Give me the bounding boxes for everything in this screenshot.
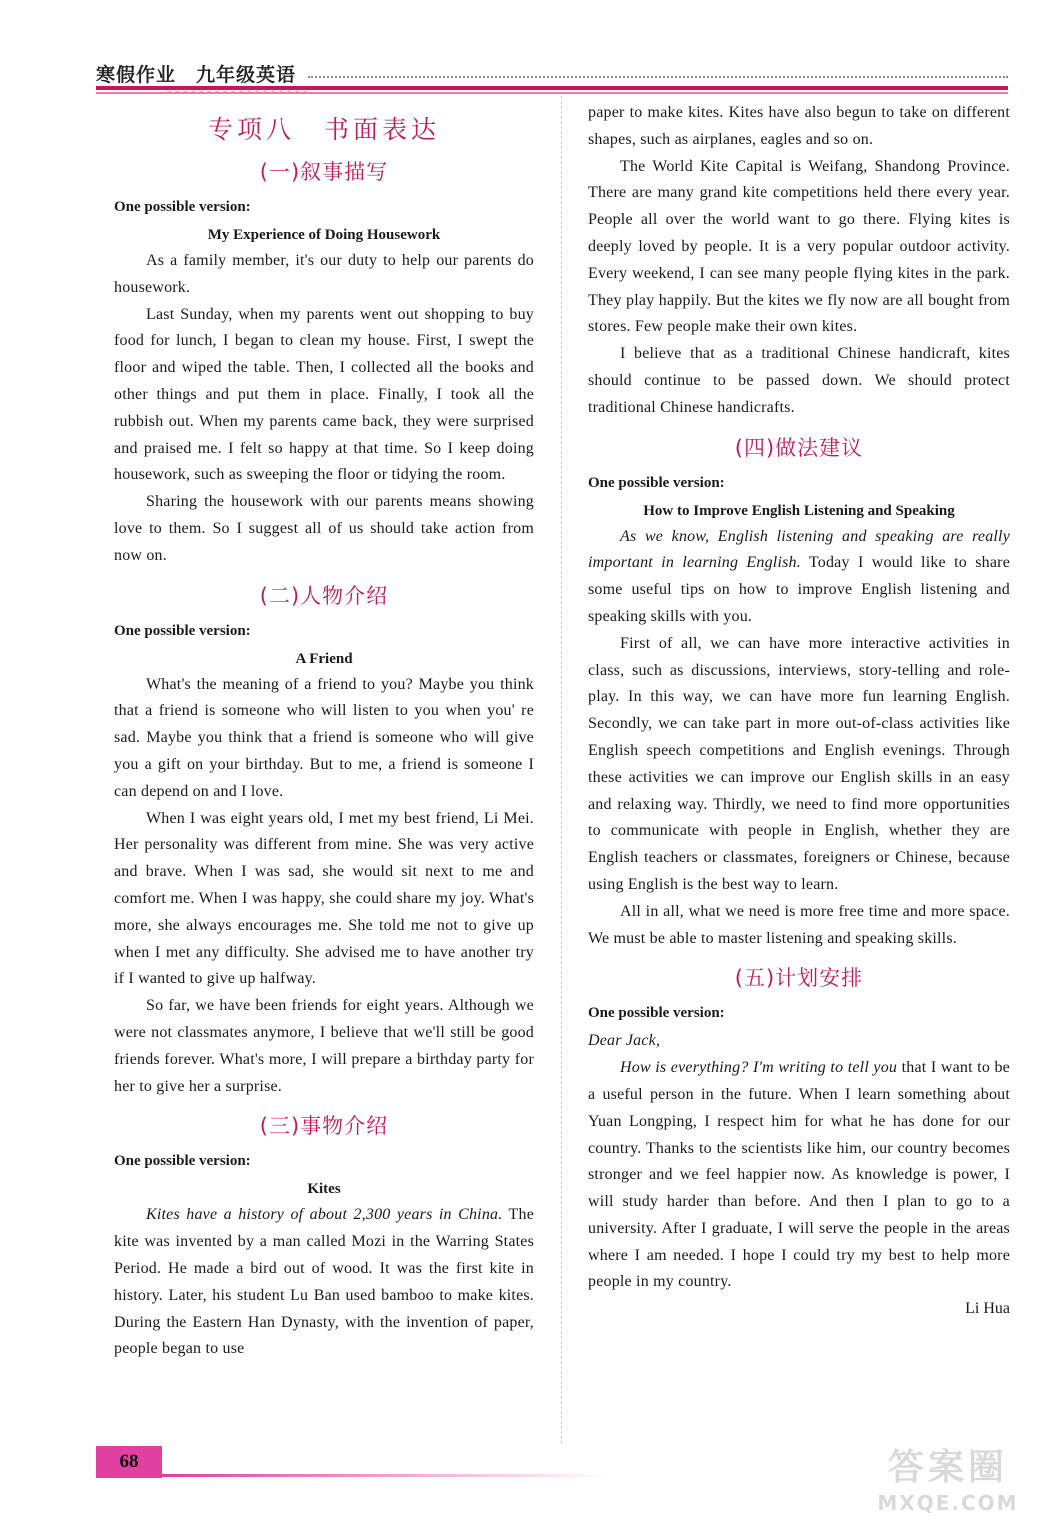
paragraph: Sharing the housework with our parents means showing love to them. So I suggest all of us should take action from now on. — [114, 493, 534, 564]
column-divider — [561, 96, 562, 1444]
version-label: One possible version: — [588, 474, 725, 491]
paragraph-rest: The kite was invented by a man called Mozi in the Warring States Period. He made a bird out of wood. It was the first kite in history. Later, his student Lu Ban used bamboo to make kites. During the Eastern Han Dynasty, with the invention of paper, people began to use — [114, 1206, 534, 1358]
section-title-plan: (五)计划安排 — [734, 966, 864, 991]
paragraph: When I was eight years old, I met my best friend, Li Mei. Her personality was different from mine. She was very active and brave. When I was sad, she would sit next to me and comfort me. When I was happy, she could share my joy. What's more, she always encourages me. She told me not to give up when I met any difficulty. She advised me to have another try if I wanted to give up halfway. — [114, 809, 534, 988]
section-title-suggestion: (四)做法建议 — [734, 435, 864, 460]
italic-lead: As we know, English listening and speaking are really important in learning English. — [588, 527, 1010, 572]
header-title: 寒假作业 九年级英语 — [96, 64, 297, 86]
paragraph: paper to make kites. Kites have also begun to take on different shapes, such as airplanes, eagles and so on. — [588, 104, 1010, 148]
main-title: 专项八 书面表达 — [207, 115, 440, 144]
watermark-bottom-text: MXQE.COM — [877, 1491, 1019, 1515]
footer-rule — [162, 1474, 612, 1477]
letter-signature: Li Hua — [965, 1300, 1010, 1318]
paragraph: What's the meaning of a friend to you? Maybe you think that a friend is someone who will listen to you when you' re sad. Maybe you think that a friend is someone who will give you a gift on your birthday. But to me, a friend is someone I can depend on and I love. — [114, 675, 534, 800]
paragraph — [114, 1202, 534, 1363]
paragraph: The World Kite Capital is Weifang, Shandong Province. There are many grand kite competitions held there every year. People all over the world want to go there. Flying kites is deeply loved by people. It is a very popular outdoor activity. Every weekend, I can see many people flying kites in the park. They play happily. But the kites we fly now are all bought from stores. Few people make their own kites. — [588, 157, 1010, 336]
page-number: 68 — [96, 1446, 162, 1478]
paragraph-rest: Today I would like to share some useful tips on how to improve English listening and speaking skills with you. — [588, 554, 1011, 625]
paragraph: As a family member, it's our duty to help our parents do housework. — [114, 252, 534, 296]
paragraph — [588, 1055, 1010, 1296]
paragraph: I believe that as a traditional Chinese handicraft, kites should continue to be passed down. We should protect traditional Chinese handicrafts. — [588, 345, 1010, 416]
italic-lead: Kites have a history of about 2,300 years in China. — [146, 1206, 503, 1224]
version-label: One possible version: — [114, 622, 251, 639]
italic-lead: How is everything? I'm writing to tell you — [620, 1059, 898, 1077]
header-rule — [96, 86, 1008, 90]
paragraph: All in all, what we need is more free time and more space. We must be able to master listening and speaking skills. — [588, 902, 1010, 947]
version-label: One possible version: — [114, 1153, 251, 1170]
essay-title: My Experience of Doing Housework — [207, 227, 441, 243]
header-dotted-rule — [308, 76, 1008, 78]
essay-title: Kites — [307, 1181, 341, 1198]
paragraph-rest: that I want to be a useful person in the future. When I learn something about Yuan Longping, I respect him for what he has done for our country. Thanks to the scientists like him, our country becomes stronger and we feel happier now. As knowledge is power, I will study harder than before. And then I plan to go to a university. After I graduate, I will serve the people in the areas where I am needed. I hope I could try my best to help more people in my country. — [588, 1059, 1010, 1291]
left-column — [114, 96, 534, 1363]
right-column — [588, 96, 1010, 1322]
version-label: One possible version: — [588, 1005, 725, 1022]
section-title-character: (二)人物介绍 — [259, 583, 389, 608]
watermark-logo — [868, 1446, 1028, 1526]
essay-title: A Friend — [295, 650, 353, 667]
version-label: One possible version: — [114, 199, 251, 215]
paragraph: So far, we have been friends for eight years. Although we were not classmates anymore, I believe that we'll still be good friends forever. What's more, I will prepare a birthday party for her to give her a surprise. — [114, 997, 534, 1095]
paragraph — [588, 524, 1010, 631]
section-title-object: (三)事物介绍 — [259, 1114, 389, 1139]
header-rule-thin — [96, 92, 1008, 94]
page-header — [96, 56, 1008, 100]
section-title-narrative: (一)叙事描写 — [259, 160, 389, 184]
watermark-top-text: 答案圈 — [887, 1447, 1008, 1488]
essay-title: How to Improve English Listening and Speaking — [643, 502, 955, 519]
paragraph: Last Sunday, when my parents went out shopping to buy food for lunch, I began to clean my house. First, I swept the floor and wiped the table. Then, I collected all the books and other things and put them in place. Finally, I took all the rubbish out. When my parents came back, they were surprised and praised me. I felt so happy at that time. So I keep doing housework, such as sweeping the floor or tidying the room. — [114, 305, 534, 484]
paragraph: First of all, we can have more interactive activities in class, such as discussions, interviews, story-telling and role-play. In this way, we can have more fun learning English. Secondly, we can take part in more out-of-class activities like English speech competitions and English evenings. Through these activities we can improve our English skills in an easy and relaxing way. Thirdly, we need to find more opportunities to communicate with people in English, whether they are English teachers or classmates, foreigners or Chinese, because using English is the best way to learn. — [588, 634, 1010, 893]
letter-greeting: Dear Jack, — [588, 1032, 661, 1050]
